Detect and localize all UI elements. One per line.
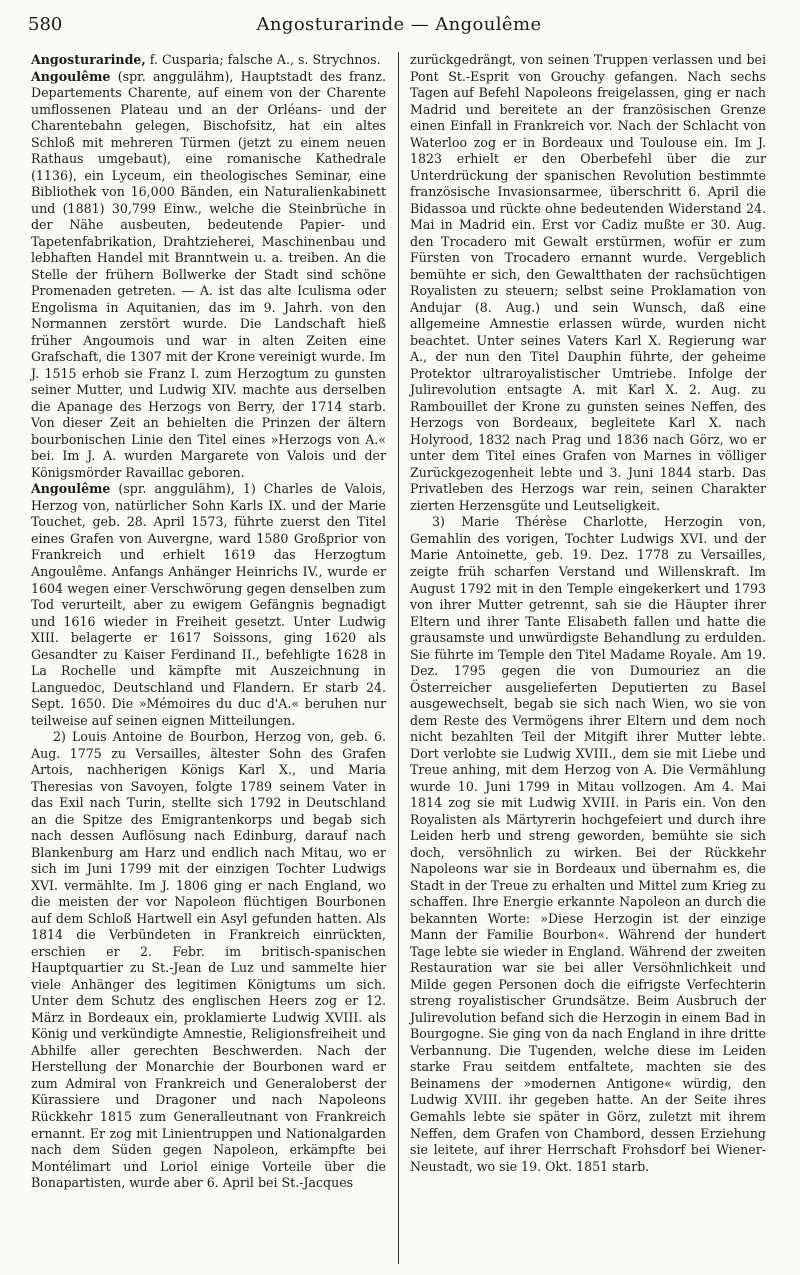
- entry-text: 3) Marie Thérèse Charlotte, Herzogin von, Gemahlin des vorigen, Tochter Ludwigs XVI. und der Marie Antoinette, geb. 19. Dez. 1778 zu Versailles, zeigte früh scharfen Verstand und Willenskraft. Im August 1792 mit in den Temple eingekerkert und 1793 von ihrer Mutter getrennt, sah sie die Häupter ihrer Eltern und ihrer Tante Elisabeth fallen und hatte die grausamste und unwürdigste Behandlung zu erdulden. Sie führte im Temple den Titel Madame Royale. Am 19. Dez. 1795 gegen die von Dumouriez an die Österreicher ausgelieferten Deputierten zu Basel ausgewechselt, begab sie sich nach Wien, wo sie von dem Reste des Vermögens ihrer Eltern und dem noch nicht bezahlten Teil der Mitgift ihrer Mutter lebte. Dort verlobte sie Ludwig XVIII., dem sie mit Liebe und Treue anhing, mit dem Herzog von A. Die Vermählung wurde 10. Juni 1799 in Mitau vollzogen. Am 4. Mai 1814 zog sie mit Ludwig XVIII. in Paris ein. Von den Royalisten als Märtyrerin hochgefeiert und durch ihre Leiden herb und streng geworden, bemühte sie sich doch, versöhnlich zu wirken. Bei der Rückkehr Napoleons war sie in Bordeaux und übernahm es, die Stadt in der Treue zu erhalten und Mittel zum Krieg zu schaffen. Ihre Energie erkannte Napoleon an durch die bekannten Worte: »Diese Herzogin ist der einzige Mann der Familie Bourbon«. Während der hundert Tage lebte sie wieder in England. Während der zweiten Restauration war sie bei aller Versöhnlichkeit und Milde gegen Personen doch die eifrigste Verfechterin streng royalistischer Grundsätze. Beim Ausbruch der Julirevolution befand sich die Herzogin in einem Bad in Bourgogne. Sie ging von da nach England in ihre dritte Verbannung. Die Tugenden, welche diese im Leiden starke Frau seitdem entfaltete, machten sie des Beinamens der »modernen Antigone« würdig, den Ludwig XVIII. ihr gegeben hatte. An der Seite ihres Gemahls lebte sie später in Görz, zuletzt mit ihrem Neffen, dem Grafen von Chambord, dessen Erziehung sie leitete, auf ihrer Herrschaft Frohsdorf bei Wiener-Neustadt, wo sie 19. Okt. 1851 starb.: [410, 514, 766, 1174]
- entry-paragraph: [31, 69, 386, 482]
- entry-headword: Angoulême: [31, 481, 111, 497]
- entry-text: (spr. anggulähm), Hauptstadt des franz. Departements Charente, auf einem von der Charente umflossenen Plateau und an der Orléans- und der Charentebahn gelegen, Bischofsitz, hat ein altes Schloß mit mehreren Türmen (jetzt zu einem neuen Rathaus umgebaut), eine romanische Kathedrale (1136), ein Lyceum, ein theologisches Seminar, eine Bibliothek von 16,000 Bänden, ein Naturalienkabinett und (1881) 30,799 Einw., welche die Steinbrüche in der Nähe ausbeuten, bedeutende Papier- und Tapetenfabrikation, Drahtzieherei, Maschinenbau und lebhaften Handel mit Branntwein u. a. treiben. An die Stelle der frühern Bollwerke der Stadt sind schöne Promenaden getreten. — A. ist das alte Iculisma oder Engolisma in Aquitanien, das im 9. Jahrh. von den Normannen zerstört wurde. Die Landschaft hieß früher Angoumois und war in alten Zeiten eine Grafschaft, die 1307 mit der Krone vereinigt wurde. Im J. 1515 erhob sie Franz I. zum Herzogtum zu gunsten seiner Mutter, und Ludwig XIV. machte aus derselben die Apanage des Herzogs von Berry, der 1714 starb. Von dieser Zeit an behielten die Prinzen der ältern bourbonischen Linie den Titel eines »Herzogs von A.« bei. Im J. A. wurden Margarete von Valois und der Königsmörder Ravaillac geboren.: [31, 68, 386, 480]
- entry-paragraph: [31, 52, 386, 69]
- page-header: [28, 14, 770, 42]
- entry-headword: Angoulême: [31, 68, 111, 84]
- entry-headword: Angosturarinde,: [31, 52, 146, 67]
- column-divider: [398, 52, 399, 1264]
- entry-text: 2) Louis Antoine de Bourbon, Herzog von, geb. 6. Aug. 1775 zu Versailles, ältester Sohn des Grafen Artois, nachherigen Königs Karl X., und Maria Theresias von Savoyen, folgte 1789 seinem Vater in das Exil nach Turin, stellte sich 1792 in Deutschland an die Spitze des Emigrantenkorps und begab sich nach dessen Auflösung nach Edinburg, darauf nach Blankenburg am Harz und endlich nach Mitau, wo er sich im Juni 1799 mit der einzigen Tochter Ludwigs XVI. vermählte. Im J. 1806 ging er nach England, wo die meisten der vor Napoleon flüchtigen Bourbonen auf dem Schloß Hartwell ein Asyl gefunden hatten. Als 1814 die Verbündeten in Frankreich einrückten, erschien er 2. Febr. im britisch-spanischen Hauptquartier zu St.-Jean de Luz und sammelte hier viele Anhänger des legitimen Königtums um sich. Unter dem Schutz des englischen Heers zog er 12. März in Bordeaux ein, proklamierte Ludwig XVIII. als König und verkündigte Amnestie, Religionsfreiheit und Abhilfe aller gerechten Beschwerden. Nach der Herstellung der Monarchie der Bourbonen ward er zum Admiral von Frankreich und Generaloberst der Kürassiere und Dragoner und nach Napoleons Rückkehr 1815 zum Generalleutnant von Frankreich ernannt. Er zog mit Linientruppen und Nationalgarden nach dem Süden gegen Napoleon, erkämpfte bei Montélimart und Loriol einige Vorteile über die Bonapartisten, wurde aber 6. April bei St.-Jacques: [31, 729, 386, 1191]
- left-column: [31, 52, 386, 1192]
- entry-paragraph: [31, 481, 386, 729]
- entry-paragraph: [410, 514, 766, 1175]
- entry-text: zurückgedrängt, von seinen Truppen verlassen und bei Pont St.-Esprit von Grouchy gefangen. Nach sechs Tagen auf Befehl Napoleons freigelassen, ging er nach Madrid und bereitete an der französischen Grenze einen Einfall in Frankreich vor. Nach der Schlacht von Waterloo zog er in Bordeaux und Toulouse ein. Im J. 1823 erhielt er den Oberbefehl über die zur Unterdrückung der spanischen Revolution bestimmte französische Invasionsarmee, überschritt 6. April die Bidassoa und rückte ohne bedeutenden Widerstand 24. Mai in Madrid ein. Erst vor Cadiz mußte er 30. Aug. den Trocadero mit Gewalt erstürmen, wofür er zum Fürsten von Trocadero ernannt wurde. Vergeblich bemühte er sich, den Gewaltthaten der rachsüchtigen Royalisten zu steuern; selbst seine Proklamation von Andujar (8. Aug.) und sein Wunsch, daß eine allgemeine Amnestie erlassen würde, wurden nicht beachtet. Unter seines Vaters Karl X. Regierung war A., der nun den Titel Dauphin führte, der geheime Protektor ultraroyalistischer Umtriebe. Infolge der Julirevolution entsagte A. mit Karl X. 2. Aug. zu Rambouillet der Krone zu gunsten seines Neffen, des Herzogs von Bordeaux, begleitete Karl X. nach Holyrood, 1832 nach Prag und 1836 nach Görz, wo er unter dem Titel eines Grafen von Marnes in völliger Zurückgezogenheit lebte und 3. Juni 1844 starb. Das Privatleben des Herzogs war rein, seinen Charakter zierten Herzensgüte und Leutseligkeit.: [410, 52, 766, 513]
- entry-paragraph: [410, 52, 766, 514]
- page-number: 580: [28, 14, 63, 35]
- running-title: Angosturarinde — Angoulême: [256, 14, 542, 35]
- entry-paragraph: [31, 729, 386, 1191]
- right-column: [410, 52, 766, 1175]
- entry-text: f. Cusparia; falsche A., s. Strychnos.: [145, 52, 381, 67]
- entry-text: (spr. anggulähm), 1) Charles de Valois, Herzog von, natürlicher Sohn Karls IX. und der Marie Touchet, geb. 28. April 1573, führte zuerst den Titel eines Grafen von Auvergne, ward 1580 Großprior von Frankreich und erhielt 1619 das Herzogtum Angoulême. Anfangs Anhänger Heinrichs IV., wurde er 1604 wegen einer Verschwörung gegen denselben zum Tod verurteilt, aber zu ewigem Gefängnis begnadigt und 1616 wieder in Freiheit gesetzt. Unter Ludwig XIII. belagerte er 1617 Soissons, ging 1620 als Gesandter zu Kaiser Ferdinand II., befehligte 1628 in La Rochelle und kämpfte mit Auszeichnung in Languedoc, Deutschland und Flandern. Er starb 24. Sept. 1650. Die »Mémoires du duc d'A.« beruhen nur teilweise auf seinen eignen Mitteilungen.: [31, 481, 386, 728]
